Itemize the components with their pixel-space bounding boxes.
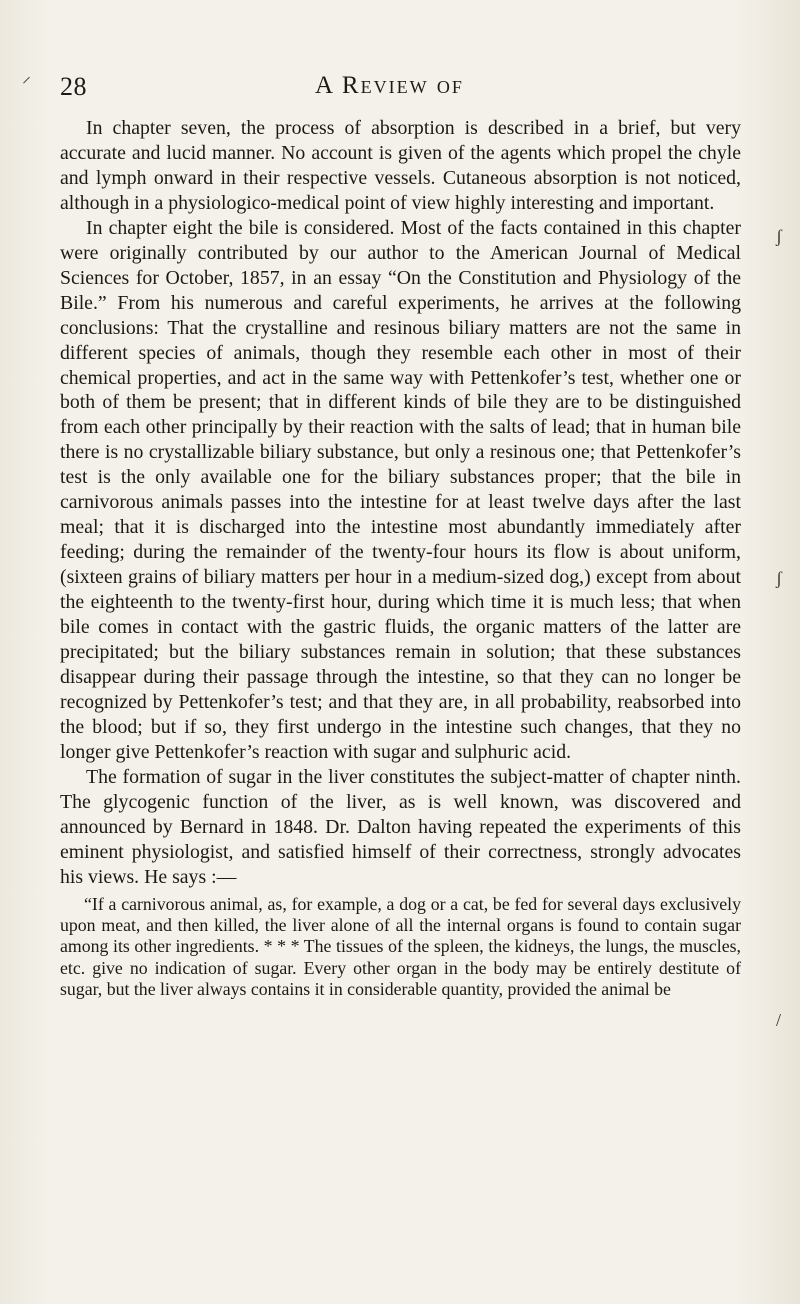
- running-head: A Review of: [315, 72, 464, 99]
- margin-mark: ʃ: [776, 568, 782, 588]
- page-number: 28: [60, 72, 87, 101]
- paragraph-absorption: In chapter seven, the process of absorption is described in a brief, but very accurate and lucid manner. No account is given of the agents which propel the chyle and lymph onward in their respective vessels. Cutaneous absorption is not noticed, although in a physiologico-medical point of view highly interesting and important.: [60, 117, 741, 214]
- body-text: [60, 116, 741, 1001]
- block-quote: “If a carnivorous animal, as, for example, a dog or a cat, be fed for several days exclusively upon meat, and then killed, the liver alone of all the internal organs is found to contain sugar among its other ingredients. * * * The tissues of the spleen, the kidneys, the lungs, the muscles, etc. give no indication of sugar. Every other organ in the body may be entirely destitute of sugar, but the liver always contains it in considerable quantity, provided the animal be: [60, 893, 741, 1000]
- paragraph-sugar-formation: The formation of sugar in the liver constitutes the subject-matter of chapter ninth. The glycogenic function of the liver, as is well known, was discovered and announced by Bernard in 1848. Dr. Dalton having repeated the experiments of this eminent physiologist, and satisfied himself of their correctness, strongly advocates his views. He says :—: [60, 765, 741, 888]
- paragraph-bile: In chapter eight the bile is considered. Most of the facts contained in this chapter were originally contributed by our author to the American Journal of Medical Sciences for October, 1857, in an essay “On the Constitution and Physiology of the Bile.” From his numerous and careful experiments, he arrives at the following conclusions: That the crystalline and resinous biliary matters are not the same in different species of animals, though they resemble each other in most of their chemical properties, and act in the same way with Pettenkofer’s test, whether one or both of them be present; that in different kinds of bile they are to be distinguished from each other principally by their reaction with the salts of lead; that in human bile there is no crystallizable biliary substance, but only a resinous one; that Pettenkofer’s test is the only available one for the biliary substances proper; that the bile in carnivorous animals passes into the intestine for at least twelve days after the last meal; that it is discharged into the intestine most abundantly immediately after feeding; during the remainder of the twenty-four hours its flow is about uniform, (sixteen grains of biliary matters per hour in a medium-sized dog,) except from about the eighteenth to the twenty-first hour, during which time it is much less; that when bile comes in contact with the gastric fluids, the organic matters of the latter are precipitated; but the biliary substances remain in solution; that these substances disappear during their passage through the intestine, so that they can no longer be recognized by Pettenkofer’s test; and that they are, in all probability, reabsorbed into the blood; but if so, they first undergo in the intestine such changes, that they no longer give Pettenkofer’s reaction with sugar and sulphuric acid.: [60, 216, 741, 763]
- margin-mark: ⸝: [22, 66, 31, 86]
- page-header: [60, 72, 740, 104]
- margin-mark: /: [776, 1010, 782, 1030]
- margin-mark: ʃ: [776, 226, 782, 246]
